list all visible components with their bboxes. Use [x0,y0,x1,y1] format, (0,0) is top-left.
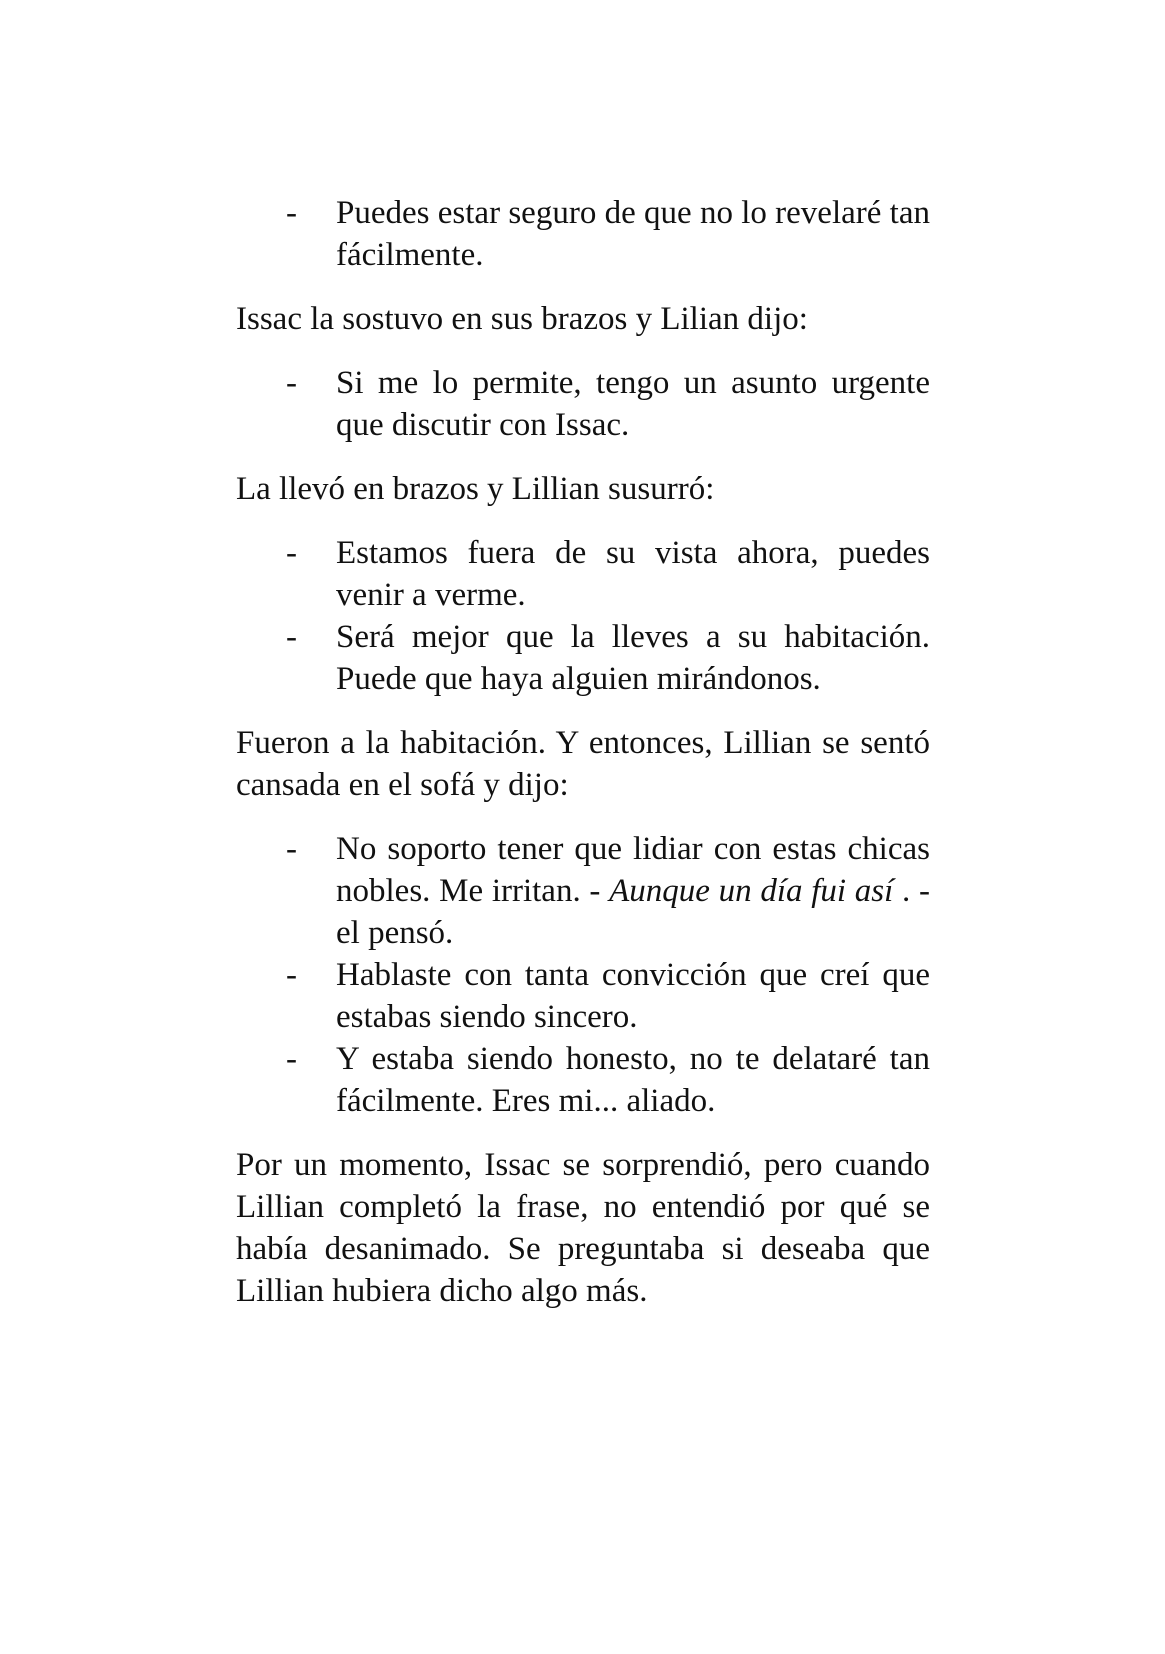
dialogue-thought: Aunque un día fui así [609,873,894,909]
dialogue-dash: - [286,535,297,571]
dialogue-dash: - [286,831,297,867]
dialogue-dash: - [286,365,297,401]
dialogue-text: Estamos fuera de su vista ahora, puedes venir a verme. [336,535,930,613]
dialogue-line [236,532,930,616]
dialogue-line [236,616,930,700]
dialogue-text: Y estaba siendo honesto, no te delataré tan fácilmente. Eres mi... aliado. [336,1041,930,1119]
dialogue-text: Si me lo permite, tengo un asunto urgente que discutir con Issac. [336,365,930,443]
dialogue-text-before: No soporto tener que lidiar con estas chicas nobles. Me irritan. - [336,831,930,909]
dialogue-text-after: . - el pensó. [336,873,930,951]
dialogue-dash: - [286,1041,297,1077]
dialogue-line [236,192,930,276]
dialogue-line [236,954,930,1038]
narration-paragraph: Fueron a la habitación. Y entonces, Lillian se sentó cansada en el sofá y dijo: [236,725,930,803]
dialogue-line [236,362,930,446]
dialogue-text: Puedes estar seguro de que no lo revelaré tan fácilmente. [336,195,930,273]
dialogue-text: Hablaste con tanta convicción que creí que estabas siendo sincero. [336,957,930,1035]
document-page [236,192,930,1312]
dialogue-dash: - [286,619,297,655]
narration-paragraph: Issac la sostuvo en sus brazos y Lilian dijo: [236,301,808,337]
narration-paragraph: La llevó en brazos y Lillian susurró: [236,471,715,507]
dialogue-line [236,828,930,954]
dialogue-line [236,1038,930,1122]
dialogue-text: Será mejor que la lleves a su habitación. Puede que haya alguien mirándonos. [336,619,930,697]
narration-paragraph: Por un momento, Issac se sorprendió, pero cuando Lillian completó la frase, no entendió por qué se había desanimado. Se preguntaba si deseaba que Lillian hubiera dicho algo más. [236,1147,930,1309]
dialogue-dash: - [286,195,297,231]
dialogue-dash: - [286,957,297,993]
